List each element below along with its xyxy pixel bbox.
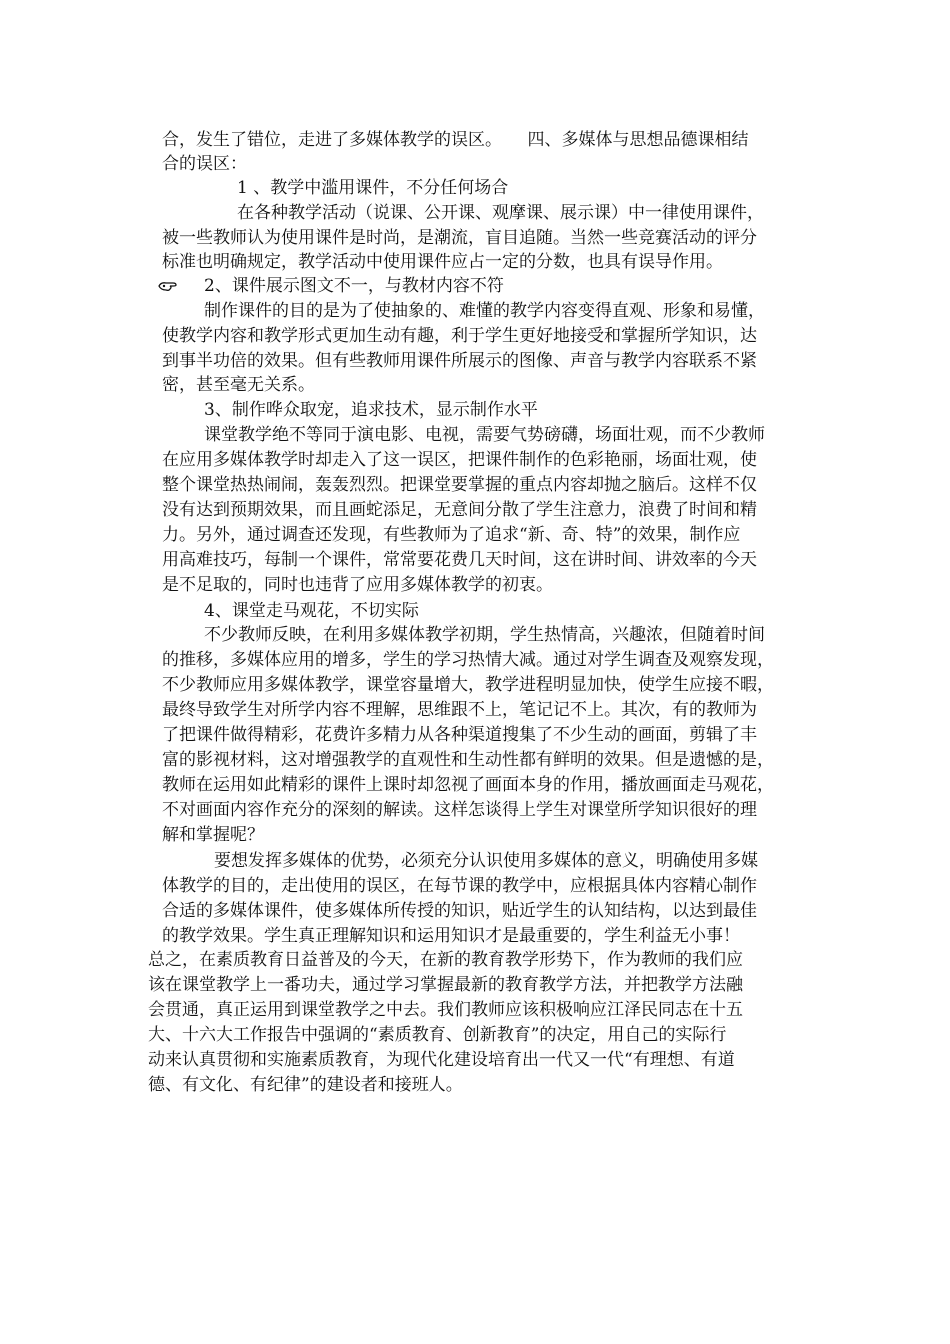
text-line: 密，甚至毫无关系。 <box>162 375 315 395</box>
text-line: 课堂教学绝不等同于演电影、电视，需要气势磅礴，场面壮观，而不少教师 <box>204 425 765 445</box>
text-line: 标准也明确规定，教学活动中使用课件应占一定的分数，也具有误导作用。 <box>162 252 723 272</box>
text-line: 了把课件做得精彩，花费许多精力从各种渠道搜集了不少生动的画面，剪辑了丰 <box>162 725 757 745</box>
text-line: 教师在运用如此精彩的课件上课时却忽视了画面本身的作用，播放画面走马观花， <box>162 775 774 795</box>
text-line: 的推移，多媒体应用的增多，学生的学习热情大减。通过对学生调查及观察发现， <box>162 650 774 670</box>
text-line: 合，发生了错位，走进了多媒体教学的误区。 四、多媒体与思想品德课相结 <box>162 130 749 150</box>
text-line: 体教学的目的，走出使用的误区，在每节课的教学中，应根据具体内容精心制作 <box>162 876 757 896</box>
text-line: 最终导致学生对所学内容不理解，思维跟不上，笔记记不上。其次，有的教师为 <box>162 700 757 720</box>
text-line: 不对画面内容作充分的深刻的解读。这样怎谈得上学生对课堂所学知识很好的理 <box>162 800 757 820</box>
text-line: 使教学内容和教学形式更加生动有趣，利于学生更好地接受和掌握所学知识，达 <box>162 326 757 346</box>
text-line: 不少教师应用多媒体教学，课堂容量增大，教学进程明显加快，使学生应接不暇， <box>162 675 774 695</box>
text-line: 3、制作哗众取宠，追求技术，显示制作水平 <box>204 400 538 420</box>
text-line: 制作课件的目的是为了使抽象的、难懂的教学内容变得直观、形象和易懂， <box>204 301 765 321</box>
text-line: 用高难技巧，每制一个课件，常常要花费几天时间，这在讲时间、讲效率的今天 <box>162 550 757 570</box>
text-line: 德、有文化、有纪律”的建设者和接班人。 <box>148 1075 463 1095</box>
text-line: 在各种教学活动（说课、公开课、观摩课、展示课）中一律使用课件， <box>237 203 764 223</box>
text-line: 解和掌握呢？ <box>162 825 264 845</box>
text-line: 2、课件展示图文不一，与教材内容不符 <box>204 276 504 296</box>
text-line: 4、课堂走马观花，不切实际 <box>204 601 419 621</box>
text-line: 被一些教师认为使用课件是时尚，是潮流，盲目追随。当然一些竞赛活动的评分 <box>162 228 757 248</box>
text-line: 大、十六大工作报告中强调的“素质教育、创新教育”的决定，用自己的实际行 <box>148 1025 727 1045</box>
text-line: 整个课堂热热闹闹，轰轰烈烈。把课堂要掌握的重点内容却抛之脑后。这样不仅 <box>162 475 757 495</box>
text-line: 总之，在素质教育日益普及的今天，在新的教育教学形势下，作为教师的我们应 <box>148 950 743 970</box>
text-line: 是不足取的，同时也违背了应用多媒体教学的初衷。 <box>162 575 553 595</box>
text-line: 合的误区： <box>162 154 247 174</box>
text-line: 在应用多媒体教学时却走入了这一误区，把课件制作的色彩艳丽，场面壮观，使 <box>162 450 757 470</box>
text-line: 到事半功倍的效果。但有些教师用课件所展示的图像、声音与教学内容联系不紧 <box>162 351 757 371</box>
text-line: 合适的多媒体课件，使多媒体所传授的知识，贴近学生的认知结构，以达到最佳 <box>162 901 757 921</box>
text-line: 1 、教学中滥用课件，不分任何场合 <box>237 178 509 198</box>
pointing-hand-icon <box>158 279 180 293</box>
text-line: 富的影视材料，这对增强教学的直观性和生动性都有鲜明的效果。但是遗憾的是， <box>162 750 774 770</box>
text-line: 不少教师反映，在利用多媒体教学初期，学生热情高，兴趣浓，但随着时间 <box>204 625 765 645</box>
text-line: 该在课堂教学上一番功夫，通过学习掌握最新的教育教学方法，并把教学方法融 <box>148 975 743 995</box>
text-line: 会贯通，真正运用到课堂教学之中去。我们教师应该积极响应江泽民同志在十五 <box>148 1000 743 1020</box>
text-line: 动来认真贯彻和实施素质教育，为现代化建设培育出一代又一代“有理想、有道 <box>148 1050 735 1070</box>
text-line: 要想发挥多媒体的优势，必须充分认识使用多媒体的意义，明确使用多媒 <box>214 851 758 871</box>
text-line: 力。另外，通过调查还发现，有些教师为了追求“新、奇、特”的效果，制作应 <box>162 525 741 545</box>
text-line: 没有达到预期效果，而且画蛇添足，无意间分散了学生注意力，浪费了时间和精 <box>162 500 757 520</box>
text-line: 的教学效果。学生真正理解知识和运用知识才是最重要的，学生利益无小事！ <box>162 926 740 946</box>
